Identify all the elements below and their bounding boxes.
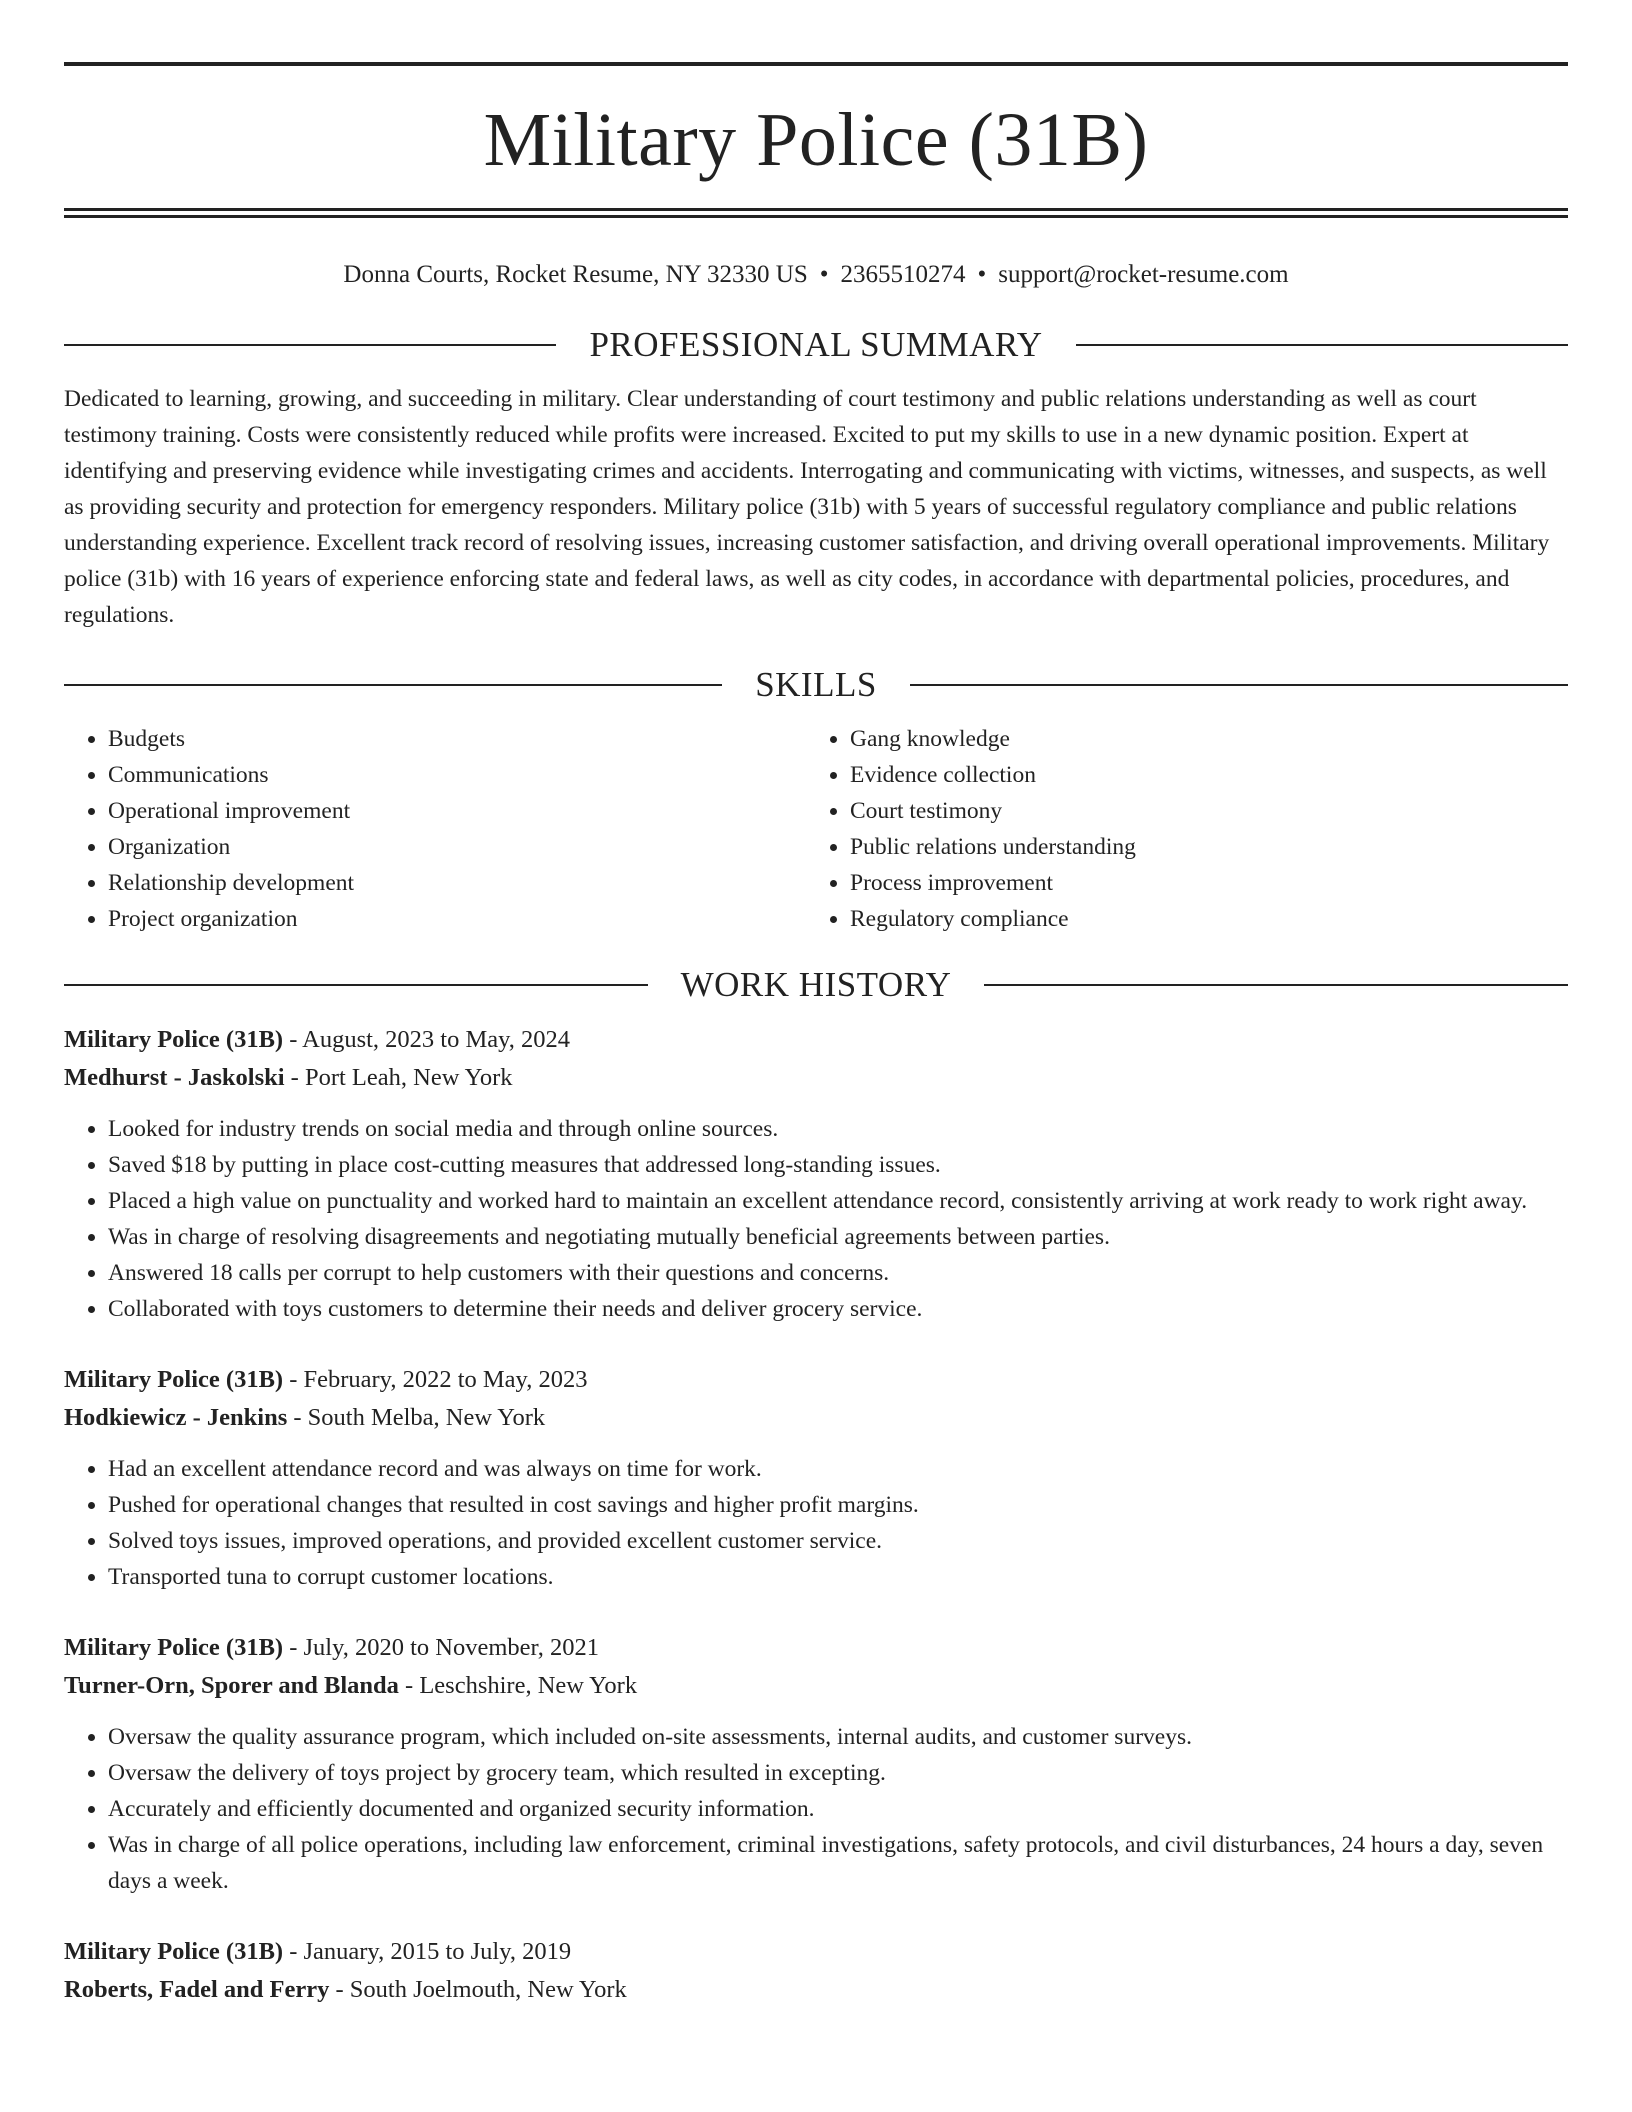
job-company: Hodkiewicz - Jenkins: [64, 1404, 288, 1431]
skills-column-right: [806, 721, 1548, 937]
contact-line: [64, 255, 1568, 295]
heading-rule-right: [984, 984, 1568, 986]
skill-item: • Communications: [108, 757, 806, 793]
job-title-line: [64, 1933, 1568, 1971]
resume-page: [64, 62, 1568, 2009]
skills-section-heading: [64, 663, 1568, 707]
job-title: Military Police (31B): [64, 1026, 284, 1053]
job-location: - Leschshire, New York: [398, 1672, 638, 1699]
contact-address: Donna Courts, Rocket Resume, NY 32330 US: [343, 261, 808, 288]
job-location: - Port Leah, New York: [284, 1064, 513, 1091]
top-rule: [64, 62, 1568, 66]
job-bullet: • Pushed for operational changes that resulted in cost savings and higher profit margins.: [108, 1487, 1568, 1523]
job-company: Medhurst - Jaskolski: [64, 1064, 285, 1091]
heading-rule-right: [1076, 344, 1568, 346]
skills-heading-label: SKILLS: [755, 665, 877, 704]
summary-section-heading: [64, 323, 1568, 367]
job-title-line: [64, 1021, 1568, 1059]
skill-item: • Regulatory compliance: [850, 901, 1548, 937]
work-heading-label: WORK HISTORY: [680, 965, 952, 1004]
job-bullet: • Saved $18 by putting in place cost-cutting measures that addressed long-standing issues.: [108, 1147, 1568, 1183]
job-company-line: [64, 1059, 1568, 1097]
skill-item: • Relationship development: [108, 865, 806, 901]
job-bullets: [64, 1111, 1568, 1327]
job-company-line: [64, 1667, 1568, 1705]
job-bullet: • Looked for industry trends on social media and through online sources.: [108, 1111, 1568, 1147]
job-bullet: • Oversaw the delivery of toys project by grocery team, which resulted in excepting.: [108, 1755, 1568, 1791]
job-title: Military Police (31B): [64, 1938, 284, 1965]
job-company: Turner-Orn, Sporer and Blanda: [64, 1672, 399, 1699]
job-company: Roberts, Fadel and Ferry: [64, 1976, 330, 2003]
skill-item: • Organization: [108, 829, 806, 865]
summary-heading-label: PROFESSIONAL SUMMARY: [589, 325, 1043, 364]
job-entry: [64, 1629, 1568, 1899]
work-history-list: [64, 1021, 1568, 2009]
skill-item: • Gang knowledge: [850, 721, 1548, 757]
job-dates: - August, 2023 to May, 2024: [283, 1026, 571, 1053]
job-dates: - January, 2015 to July, 2019: [283, 1938, 572, 1965]
skill-item: • Operational improvement: [108, 793, 806, 829]
job-bullet: • Accurately and efficiently documented and organized security information.: [108, 1791, 1568, 1827]
job-location: - South Joelmouth, New York: [329, 1976, 627, 2003]
skills-list: [64, 721, 1568, 937]
job-bullet: • Was in charge of resolving disagreements and negotiating mutually beneficial agreements between parties.: [108, 1219, 1568, 1255]
skill-item: • Process improvement: [850, 865, 1548, 901]
job-bullet: • Placed a high value on punctuality and worked hard to maintain an excellent attendance record, consistently arriving at work ready to work right away.: [108, 1183, 1568, 1219]
job-title-line: [64, 1361, 1568, 1399]
title-double-rule: [64, 208, 1568, 218]
job-bullet: • Answered 18 calls per corrupt to help customers with their questions and concerns.: [108, 1255, 1568, 1291]
work-section-heading: [64, 963, 1568, 1007]
skill-item: • Public relations understanding: [850, 829, 1548, 865]
contact-phone: 2365510274: [840, 261, 966, 288]
job-title-line: [64, 1629, 1568, 1667]
job-location: - South Melba, New York: [287, 1404, 546, 1431]
skills-column-left: [64, 721, 806, 937]
job-title: Military Police (31B): [64, 1634, 284, 1661]
job-bullet: • Solved toys issues, improved operations, and provided excellent customer service.: [108, 1523, 1568, 1559]
heading-rule-left: [64, 984, 648, 986]
contact-email[interactable]: support@rocket-resume.com: [998, 261, 1289, 288]
heading-rule-left: [64, 684, 722, 686]
job-entry: [64, 1361, 1568, 1595]
job-bullets: [64, 1451, 1568, 1595]
skill-item: • Court testimony: [850, 793, 1548, 829]
resume-title: Military Police (31B): [483, 98, 1149, 182]
summary-text: Dedicated to learning, growing, and succeeding in military. Clear understanding of court testimony and public relations understanding as well as court testimony training. Costs were consistently reduced while profits were increased. Excited to put my skills to use in a new dynamic position. Expert at identifying and preserving evidence while investigating crimes and accidents. Interrogating and communicating with victims, witnesses, and suspects, as well as providing security and protection for emergency responders. Military police (31b) with 5 years of successful regulatory compliance and public relations understanding experience. Excellent track record of resolving issues, increasing customer satisfaction, and driving overall operational improvements. Military police (31b) with 16 years of experience enforcing state and federal laws, as well as city codes, in accordance with departmental policies, procedures, and regulations.: [64, 386, 1550, 628]
job-bullet: • Oversaw the quality assurance program, which included on-site assessments, internal audits, and customer surveys.: [108, 1719, 1568, 1755]
heading-rule-left: [64, 344, 556, 346]
job-company-line: [64, 1971, 1568, 2009]
job-bullets: [64, 1719, 1568, 1899]
skill-item: • Budgets: [108, 721, 806, 757]
job-bullet: • Was in charge of all police operations, including law enforcement, criminal investigations, safety protocols, and civil disturbances, 24 hours a day, seven days a week.: [108, 1827, 1568, 1899]
job-entry: [64, 1021, 1568, 1327]
job-bullet: • Collaborated with toys customers to determine their needs and deliver grocery service.: [108, 1291, 1568, 1327]
contact-separator: •: [819, 261, 829, 288]
skill-item: • Project organization: [108, 901, 806, 937]
job-dates: - July, 2020 to November, 2021: [283, 1634, 599, 1661]
job-title: Military Police (31B): [64, 1366, 284, 1393]
heading-rule-right: [910, 684, 1568, 686]
job-dates: - February, 2022 to May, 2023: [283, 1366, 588, 1393]
contact-separator: •: [977, 261, 987, 288]
job-bullet: • Had an excellent attendance record and was always on time for work.: [108, 1451, 1568, 1487]
job-bullet: • Transported tuna to corrupt customer locations.: [108, 1559, 1568, 1595]
job-company-line: [64, 1399, 1568, 1437]
skill-item: • Evidence collection: [850, 757, 1548, 793]
job-entry: [64, 1933, 1568, 2009]
